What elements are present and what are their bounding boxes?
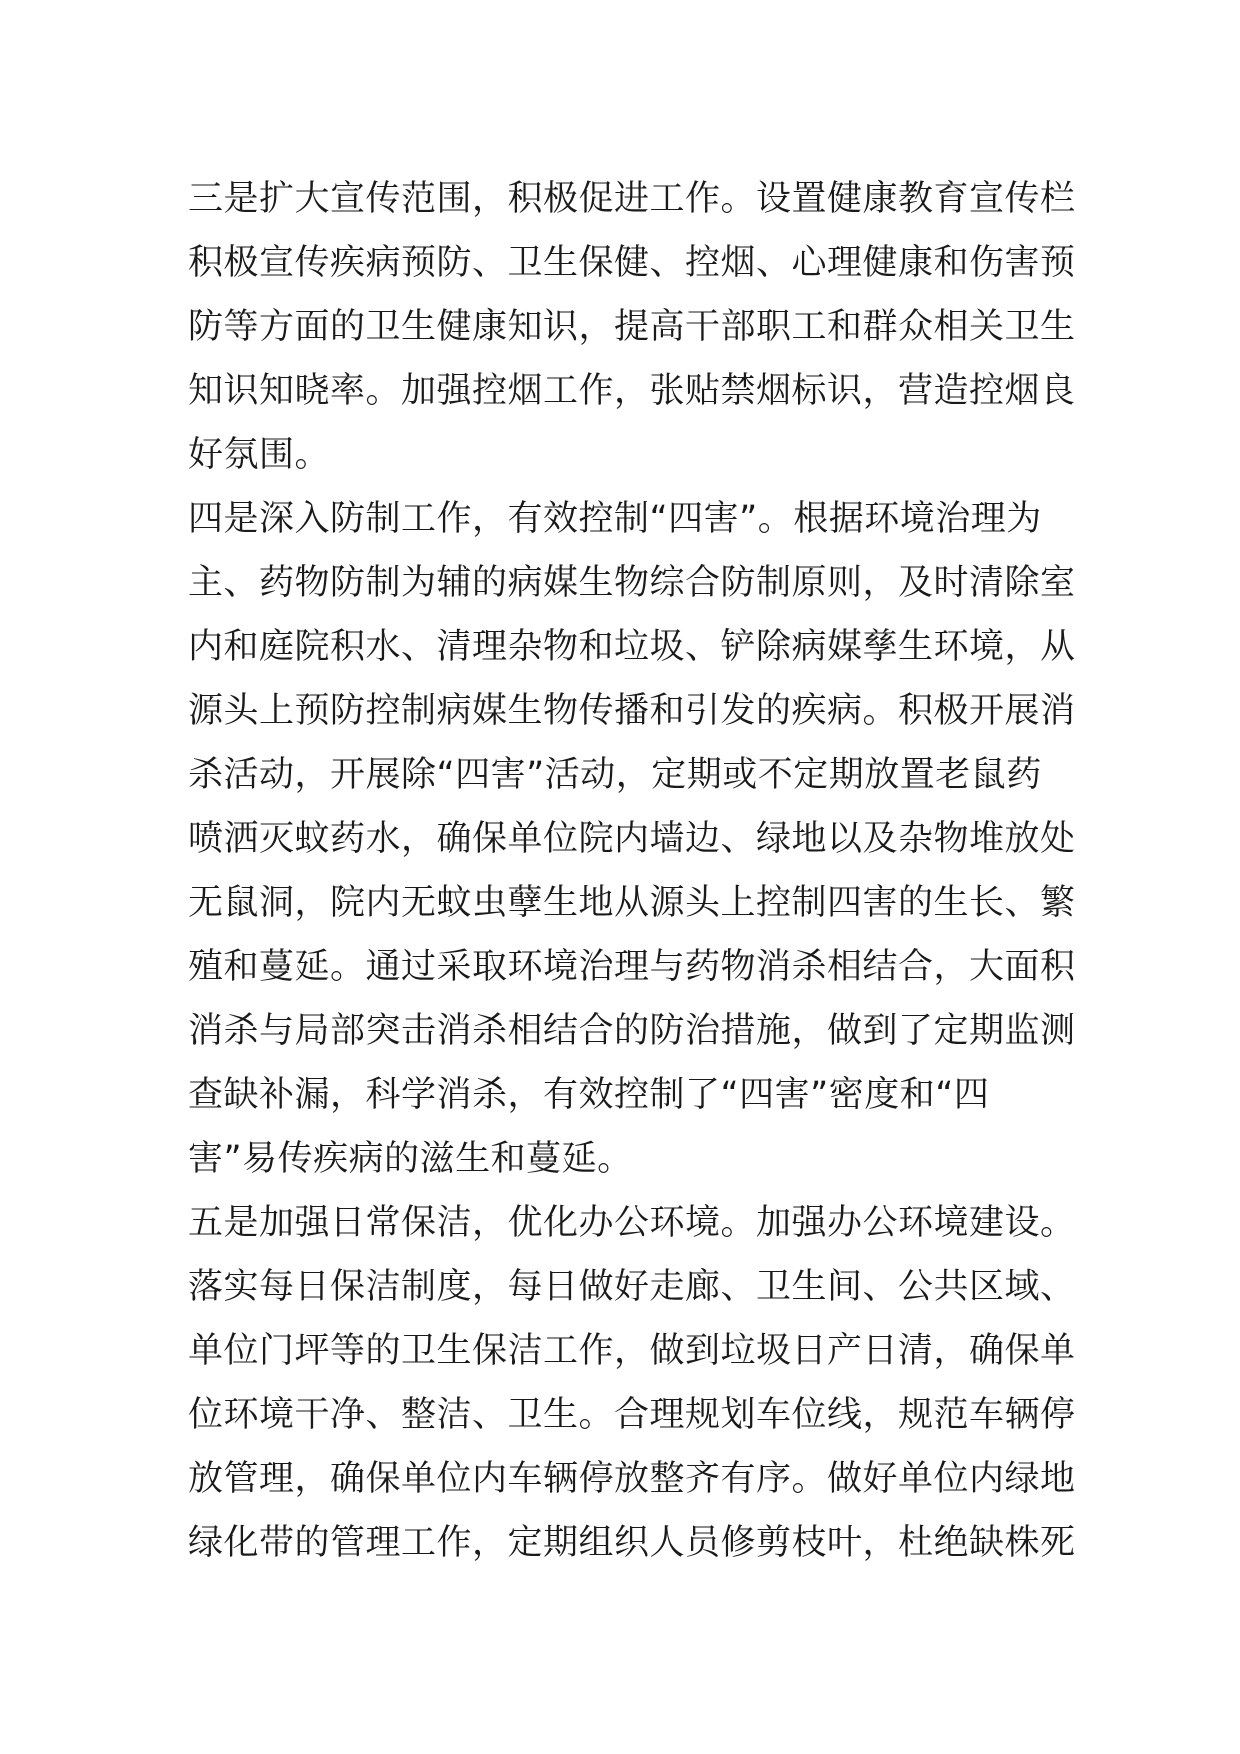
paragraph-pest-control: [188, 487, 1076, 1191]
text-line: 单位门坪等的卫生保洁工作，做到垃圾日产日清，确保单: [188, 1331, 1076, 1371]
text-line: 害”易传疾病的滋生和蔓延。: [188, 1139, 633, 1179]
text-line: 查缺补漏，科学消杀，有效控制了“四害”密度和“四: [188, 1075, 990, 1115]
text-line: 落实每日保洁制度，每日做好走廊、卫生间、公共区域、: [188, 1267, 1076, 1307]
text-line: 知识知晓率。加强控烟工作，张贴禁烟标识，营造控烟良: [188, 371, 1076, 411]
paragraph-daily-cleaning: [188, 1191, 1076, 1575]
text-line: 积极宣传疾病预防、卫生保健、控烟、心理健康和伤害预: [188, 243, 1076, 283]
text-line: 内和庭院积水、清理杂物和垃圾、铲除病媒孳生环境，从: [188, 627, 1076, 667]
text-line: 消杀与局部突击消杀相结合的防治措施，做到了定期监测: [188, 1011, 1076, 1051]
text-line: 殖和蔓延。通过采取环境治理与药物消杀相结合，大面积: [188, 947, 1076, 987]
document-body: [188, 167, 1076, 1575]
text-line: 四是深入防制工作，有效控制“四害”。根据环境治理为: [188, 499, 1042, 539]
text-line: 无鼠洞，院内无蚊虫孽生地从源头上控制四害的生长、繁: [188, 883, 1076, 923]
text-line: 五是加强日常保洁，优化办公环境。加强办公环境建设。: [188, 1203, 1076, 1243]
paragraph-publicity: [188, 167, 1076, 487]
text-line: 三是扩大宣传范围，积极促进工作。设置健康教育宣传栏: [188, 179, 1076, 219]
text-line: 好氛围。: [188, 435, 331, 475]
text-line: 主、药物防制为辅的病媒生物综合防制原则，及时清除室: [188, 563, 1076, 603]
text-line: 放管理，确保单位内车辆停放整齐有序。做好单位内绿地: [188, 1459, 1076, 1499]
text-line: 绿化带的管理工作，定期组织人员修剪枝叶，杜绝缺株死: [188, 1523, 1076, 1563]
text-line: 源头上预防控制病媒生物传播和引发的疾病。积极开展消: [188, 691, 1076, 731]
text-line: 防等方面的卫生健康知识，提高干部职工和群众相关卫生: [188, 307, 1076, 347]
text-line: 位环境干净、整洁、卫生。合理规划车位线，规范车辆停: [188, 1395, 1076, 1435]
text-line: 喷洒灭蚊药水，确保单位院内墙边、绿地以及杂物堆放处: [188, 819, 1076, 859]
text-line: 杀活动，开展除“四害”活动，定期或不定期放置老鼠药: [188, 755, 1042, 795]
